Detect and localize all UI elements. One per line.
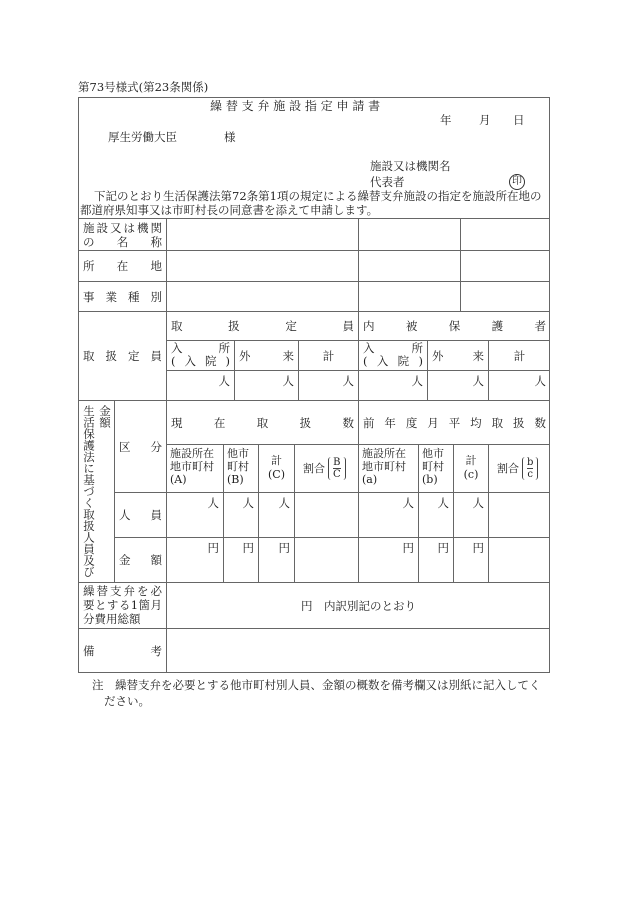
other-label-1: 他市 xyxy=(227,447,249,460)
current-label: 現在取扱数 xyxy=(171,415,354,430)
location-input[interactable] xyxy=(166,250,358,281)
other-code: (b) xyxy=(422,473,438,486)
honorific: 様 xyxy=(224,130,236,144)
total-label: 計 xyxy=(271,454,282,467)
local-code: (A) xyxy=(170,473,187,486)
persons-label: 人員 xyxy=(119,508,162,522)
persons-label-cell xyxy=(114,492,166,537)
unit-yen: 円 xyxy=(207,541,219,555)
unit-person: 人 xyxy=(278,496,290,510)
other-label-2: 町村 xyxy=(227,460,249,473)
capacity-outpatient-input[interactable] xyxy=(234,370,298,400)
location-extra-2[interactable] xyxy=(460,250,550,281)
capacity-protected-header xyxy=(358,311,550,340)
remarks-input[interactable] xyxy=(166,628,550,673)
monthly-cost-label-1: 繰替支弁を必 xyxy=(83,584,162,598)
business-type-label-cell xyxy=(78,281,166,311)
protected-total-header xyxy=(488,340,550,370)
date-day[interactable]: 日 xyxy=(513,113,525,127)
unit-person: 人 xyxy=(282,374,294,388)
ratio-bc-header xyxy=(294,444,358,492)
facility-name-extra-1[interactable] xyxy=(358,218,460,250)
seal-mark: 印 xyxy=(509,174,525,190)
persons-other-input[interactable] xyxy=(223,492,258,537)
stats-vertical-label: 生活保護法に基づく取扱人員及び金額 xyxy=(78,400,114,582)
unit-person: 人 xyxy=(472,374,484,388)
ratio-denominator: C xyxy=(333,469,341,480)
persons-local-input[interactable] xyxy=(166,492,223,537)
amount-prev-other-input[interactable] xyxy=(418,537,453,582)
facility-name-input[interactable] xyxy=(166,218,358,250)
body-text-line-2: 都道府県知事又は市町村長の同意書を添えて申請します。 xyxy=(80,203,379,217)
inpatient-label-2: (入院) xyxy=(363,354,423,368)
unit-person: 人 xyxy=(218,374,230,388)
monthly-cost-value: 円 内訳別記のとおり xyxy=(301,598,416,613)
protected-outpatient-input[interactable] xyxy=(427,370,488,400)
unit-yen: 円 xyxy=(242,541,254,555)
total-code: (C) xyxy=(268,468,285,481)
persons-ratio-input[interactable] xyxy=(294,492,358,537)
location-extra-1[interactable] xyxy=(358,250,460,281)
facility-name-label-1: 施設又は機関 xyxy=(83,221,162,235)
total-label: 計 xyxy=(322,348,335,363)
other-b-header xyxy=(223,444,258,492)
unit-person: 人 xyxy=(207,496,219,510)
ratio-label: 割合 xyxy=(303,461,325,475)
business-type-label: 事業種別 xyxy=(83,289,162,304)
protected-inpatient-header xyxy=(358,340,427,370)
persons-prev-local-input[interactable] xyxy=(358,492,418,537)
capacity-handled-label: 取扱定員 xyxy=(171,319,354,333)
form-title: 繰 替 支 弁 施 設 指 定 申 請 書 xyxy=(210,99,381,113)
local-label-2: 地市町村 xyxy=(362,460,406,473)
monthly-cost-label-3: 分費用総額 xyxy=(83,612,141,626)
monthly-cost-input[interactable] xyxy=(166,582,550,628)
total-c-header xyxy=(258,444,294,492)
other-label-2: 町村 xyxy=(422,460,444,473)
ratio-numerator: b xyxy=(527,457,534,468)
representative-label: 代表者 xyxy=(370,175,405,189)
unit-yen: 円 xyxy=(402,541,414,555)
amount-prev-ratio-input[interactable] xyxy=(488,537,550,582)
amount-other-input[interactable] xyxy=(223,537,258,582)
inpatient-label-1: 入所 xyxy=(363,341,423,355)
amount-total-input[interactable] xyxy=(258,537,294,582)
protected-inpatient-input[interactable] xyxy=(358,370,427,400)
local-code: (a) xyxy=(362,473,378,486)
local-a-header xyxy=(166,444,223,492)
ratio-numerator: B xyxy=(333,457,341,468)
location-label: 所在地 xyxy=(83,259,162,273)
unit-person: 人 xyxy=(411,374,423,388)
division-label: 区分 xyxy=(119,439,162,454)
other-b-lower-header xyxy=(418,444,453,492)
facility-name-label-2: の名称 xyxy=(83,235,162,249)
date-year[interactable]: 年 xyxy=(440,113,452,127)
local-label-1: 施設所在 xyxy=(362,447,406,460)
amount-prev-total-input[interactable] xyxy=(453,537,488,582)
outpatient-label: 外来 xyxy=(432,348,484,363)
monthly-cost-label-cell xyxy=(78,582,166,628)
previous-label: 前年度月平均取扱数 xyxy=(363,415,546,430)
date-month[interactable]: 月 xyxy=(479,113,491,127)
inpatient-header xyxy=(166,340,234,370)
capacity-handled-header xyxy=(166,311,358,340)
previous-header xyxy=(358,400,550,444)
protected-total-input[interactable] xyxy=(488,370,550,400)
remarks-label-cell xyxy=(78,628,166,673)
inpatient-label-1: 入所 xyxy=(171,341,230,355)
other-label-1: 他市 xyxy=(422,447,444,460)
protected-outpatient-header xyxy=(427,340,488,370)
unit-person: 人 xyxy=(472,496,484,510)
body-text-line-1: 下記のとおり生活保護法第72条第1項の規定による繰替支弁施設の指定を施設所在地の xyxy=(94,189,542,203)
total-header xyxy=(298,340,358,370)
business-type-input[interactable] xyxy=(166,281,358,311)
addressee: 厚生労働大臣 xyxy=(108,130,177,144)
local-label-2: 地市町村 xyxy=(170,460,214,473)
ratio-label: 割合 xyxy=(497,461,519,475)
inpatient-label-2: (入院) xyxy=(171,354,230,368)
total-label: 計 xyxy=(465,454,477,467)
capacity-label-cell xyxy=(78,311,166,400)
local-a-lower-header xyxy=(358,444,418,492)
outpatient-header xyxy=(234,340,298,370)
other-code: (B) xyxy=(227,473,244,486)
amount-local-input[interactable] xyxy=(166,537,223,582)
business-type-extra-2[interactable] xyxy=(460,281,550,311)
persons-prev-total-input[interactable] xyxy=(453,492,488,537)
note-line-1: 注 繰替支弁を必要とする他市町村別人員、金額の概数を備考欄又は別紙に記入してく xyxy=(92,678,541,692)
location-label-cell xyxy=(78,250,166,281)
ratio-bc-lower-header xyxy=(488,444,550,492)
monthly-cost-label-2: 要とする1箇月 xyxy=(83,598,162,612)
facility-name-label-cell xyxy=(78,218,166,250)
total-c-lower-header xyxy=(453,444,488,492)
amount-ratio-input[interactable] xyxy=(294,537,358,582)
unit-yen: 円 xyxy=(472,541,484,555)
total-label: 計 xyxy=(513,348,526,363)
amount-label: 金額 xyxy=(119,553,162,567)
facility-name-extra-2[interactable] xyxy=(460,218,550,250)
capacity-protected-label: 内被保護者 xyxy=(363,319,546,333)
unit-person: 人 xyxy=(242,496,254,510)
amount-label-cell xyxy=(114,537,166,582)
business-type-extra-1[interactable] xyxy=(358,281,460,311)
capacity-inpatient-input[interactable] xyxy=(166,370,234,400)
persons-total-input[interactable] xyxy=(258,492,294,537)
capacity-label: 取扱定員 xyxy=(83,349,162,363)
unit-person: 人 xyxy=(534,374,546,388)
capacity-total-input[interactable] xyxy=(298,370,358,400)
division-header xyxy=(114,400,166,492)
total-code: (c) xyxy=(463,468,479,481)
form-number: 第73号様式(第23条関係) xyxy=(78,80,209,94)
amount-prev-local-input[interactable] xyxy=(358,537,418,582)
ratio-denominator: c xyxy=(527,469,533,480)
note-line-2: ださい。 xyxy=(104,694,150,708)
remarks-label: 備考 xyxy=(83,644,162,658)
unit-yen: 円 xyxy=(278,541,290,555)
persons-prev-other-input[interactable] xyxy=(418,492,453,537)
unit-yen: 円 xyxy=(437,541,449,555)
unit-person: 人 xyxy=(402,496,414,510)
facility-name-label: 施設又は機関名 xyxy=(370,159,451,173)
outpatient-label: 外来 xyxy=(239,348,294,363)
unit-person: 人 xyxy=(437,496,449,510)
local-label-1: 施設所在 xyxy=(170,447,214,460)
unit-person: 人 xyxy=(342,374,354,388)
current-header xyxy=(166,400,358,444)
persons-prev-ratio-input[interactable] xyxy=(488,492,550,537)
